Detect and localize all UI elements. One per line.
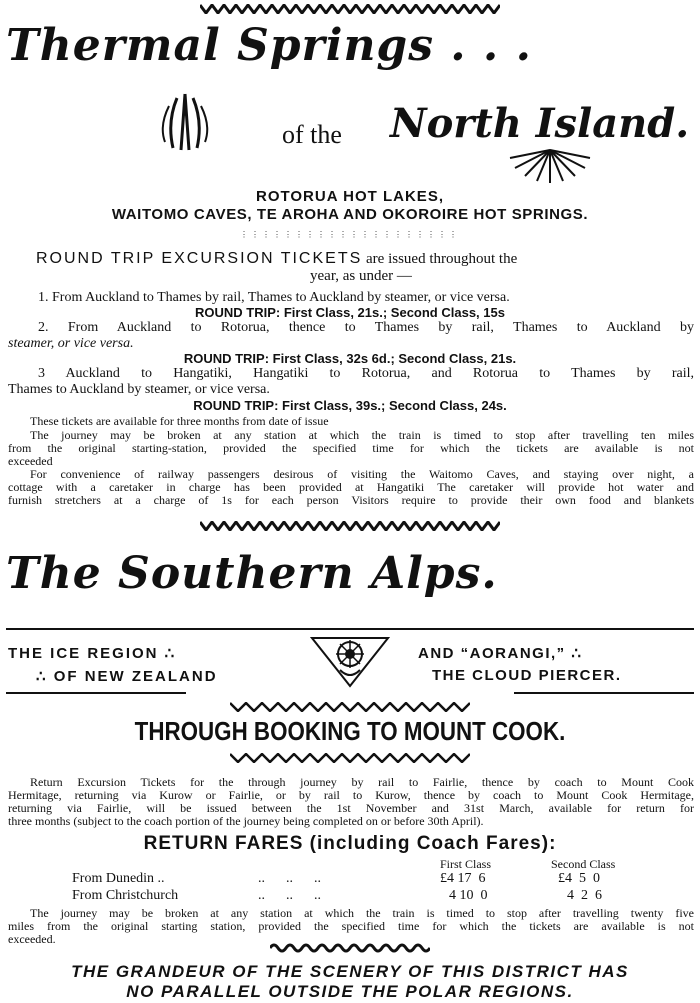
tickets-heading-rest: are issued throughout the bbox=[366, 251, 518, 267]
fares-note-3: exceeded. bbox=[8, 932, 56, 946]
medallion-ornament-icon bbox=[310, 634, 390, 690]
southern-alps-title: The Southern Alps. bbox=[6, 548, 498, 599]
note-waitomo-2: cottage with a caretaker in charge has been provided at Hangatiki The caretaker will provide hot water and bbox=[8, 480, 694, 494]
wave-ornament-icon bbox=[270, 942, 430, 954]
note-waitomo-3: furnish stretchers at a charge of 1s for each person Visitors require to provide their own food and blankets bbox=[8, 493, 694, 507]
tickets-heading-line-2: year, as under — bbox=[310, 268, 412, 284]
places-line-1: ROTORUA HOT LAKES, bbox=[255, 188, 444, 205]
route-2-text-cont: steamer, or vice versa. bbox=[8, 336, 134, 351]
note-waitomo-1: For convenience of railway passengers desirous of visiting the Waitomo Caves, and staying over night, a bbox=[30, 467, 694, 481]
booking-zigzag-top bbox=[230, 702, 470, 712]
booking-text-2: Hermitage, returning via Kurow or Fairlie, or by rail to Kurow, thence by coach to Mount Cook Hermitage, bbox=[8, 788, 694, 802]
closing-line-1: THE GRANDEUR OF THE SCENERY OF THIS DISTRICT HAS bbox=[71, 962, 629, 981]
north-island-title: North Island. bbox=[390, 100, 690, 147]
ice-region-line-1: THE ICE REGION ∴ bbox=[8, 645, 177, 662]
route-1-text: 1. From Auckland to Thames by rail, Thames to Auckland by steamer, or vice versa. bbox=[38, 290, 510, 305]
fare-row-dunedin-dots: .. .. .. bbox=[258, 871, 321, 886]
fare-row-dunedin-second: £4 5 0 bbox=[558, 871, 600, 886]
note-validity: These tickets are available for three months from date of issue bbox=[30, 414, 329, 428]
col-first-class: First Class bbox=[440, 857, 492, 871]
fare-row-christchurch-dots: .. .. .. bbox=[258, 888, 321, 903]
thermal-springs-title: Thermal Springs . . . bbox=[6, 20, 532, 71]
ice-region-line-2: ∴ OF NEW ZEALAND bbox=[36, 668, 218, 685]
route-3-text: 3 Auckland to Hangatiki, Hangatiki to Rotorua, and Rotorua to Thames by rail, bbox=[38, 366, 694, 381]
booking-text-4: three months (subject to the coach portion of the journey being completed on or before 30th April). bbox=[8, 814, 484, 828]
booking-text-1: Return Excursion Tickets for the through journey by rail to Fairlie, thence by coach to Mount Cook bbox=[30, 775, 694, 789]
closing-line-2: NO PARALLEL OUTSIDE THE POLAR REGIONS. bbox=[126, 982, 574, 1001]
fare-row-christchurch-second: 4 2 6 bbox=[567, 888, 602, 903]
rule-left-short bbox=[6, 692, 186, 694]
fare-row-christchurch-first: 4 10 0 bbox=[449, 888, 488, 903]
tickets-heading bbox=[36, 250, 666, 268]
fare-row-dunedin-first: £4 17 6 bbox=[440, 871, 486, 886]
aorangi-line-2: THE CLOUD PIERCER. bbox=[432, 667, 622, 684]
return-fares-heading: RETURN FARES (including Coach Fares): bbox=[143, 833, 557, 854]
aorangi-line-1: AND “AORANGI,” ∴ bbox=[418, 645, 583, 662]
places-line-2: WAITOMO CAVES, TE AROHA AND OKOROIRE HOT SPRINGS. bbox=[111, 206, 589, 223]
sunburst-ornament-icon bbox=[505, 148, 595, 184]
route-2-fare: ROUND TRIP: First Class, 32s 6d.; Second Class, 21s. bbox=[183, 351, 517, 366]
route-3-fare: ROUND TRIP: First Class, 39s.; Second Class, 24s. bbox=[193, 398, 507, 413]
booking-text-3: returning via Fairlie, will be issued between the 1st November and 31st March, available for return for bbox=[8, 801, 694, 815]
route-3-text-cont: Thames to Auckland by steamer, or vice versa. bbox=[8, 382, 270, 397]
of-the-text: of the bbox=[282, 120, 342, 149]
top-zigzag-ornament bbox=[200, 4, 500, 14]
through-booking-heading: THROUGH BOOKING TO MOUNT COOK. bbox=[134, 716, 566, 746]
note-break-journey-1: The journey may be broken at any station at which the train is timed to stop after travelling ten miles bbox=[30, 428, 694, 442]
note-break-journey-2: from the original starting-station, provided the specified time for which the tickets are available is not bbox=[8, 441, 694, 455]
middle-zigzag-ornament bbox=[200, 521, 500, 531]
fare-row-christchurch-from: From Christchurch bbox=[72, 888, 179, 903]
small-divider-ornament: ⋮⋮⋮⋮⋮⋮⋮⋮⋮⋮⋮⋮⋮⋮⋮⋮⋮⋮⋮⋮ bbox=[240, 230, 460, 239]
booking-zigzag-bottom bbox=[230, 753, 470, 763]
fares-note-2: miles from the original starting station, provided the specified time for which the tickets are available is not bbox=[8, 919, 694, 933]
fares-note-1: The journey may be broken at any station at which the train is timed to stop after travelling twenty five bbox=[30, 906, 694, 920]
col-second-class: Second Class bbox=[551, 857, 616, 871]
note-break-journey-3: exceeded bbox=[8, 454, 53, 468]
route-1-fare: ROUND TRIP: First Class, 21s.; Second Class, 15s bbox=[195, 305, 505, 320]
section-rule-top bbox=[6, 628, 694, 630]
rule-right-short bbox=[514, 692, 694, 694]
fare-row-dunedin-from: From Dunedin .. bbox=[72, 871, 165, 886]
route-2-text: 2. From Auckland to Rotorua, thence to Thames by rail, Thames to Auckland by bbox=[38, 320, 694, 335]
tickets-heading-caps: ROUND TRIP EXCURSION TICKETS bbox=[36, 250, 363, 267]
fern-ornament-icon bbox=[155, 92, 215, 152]
